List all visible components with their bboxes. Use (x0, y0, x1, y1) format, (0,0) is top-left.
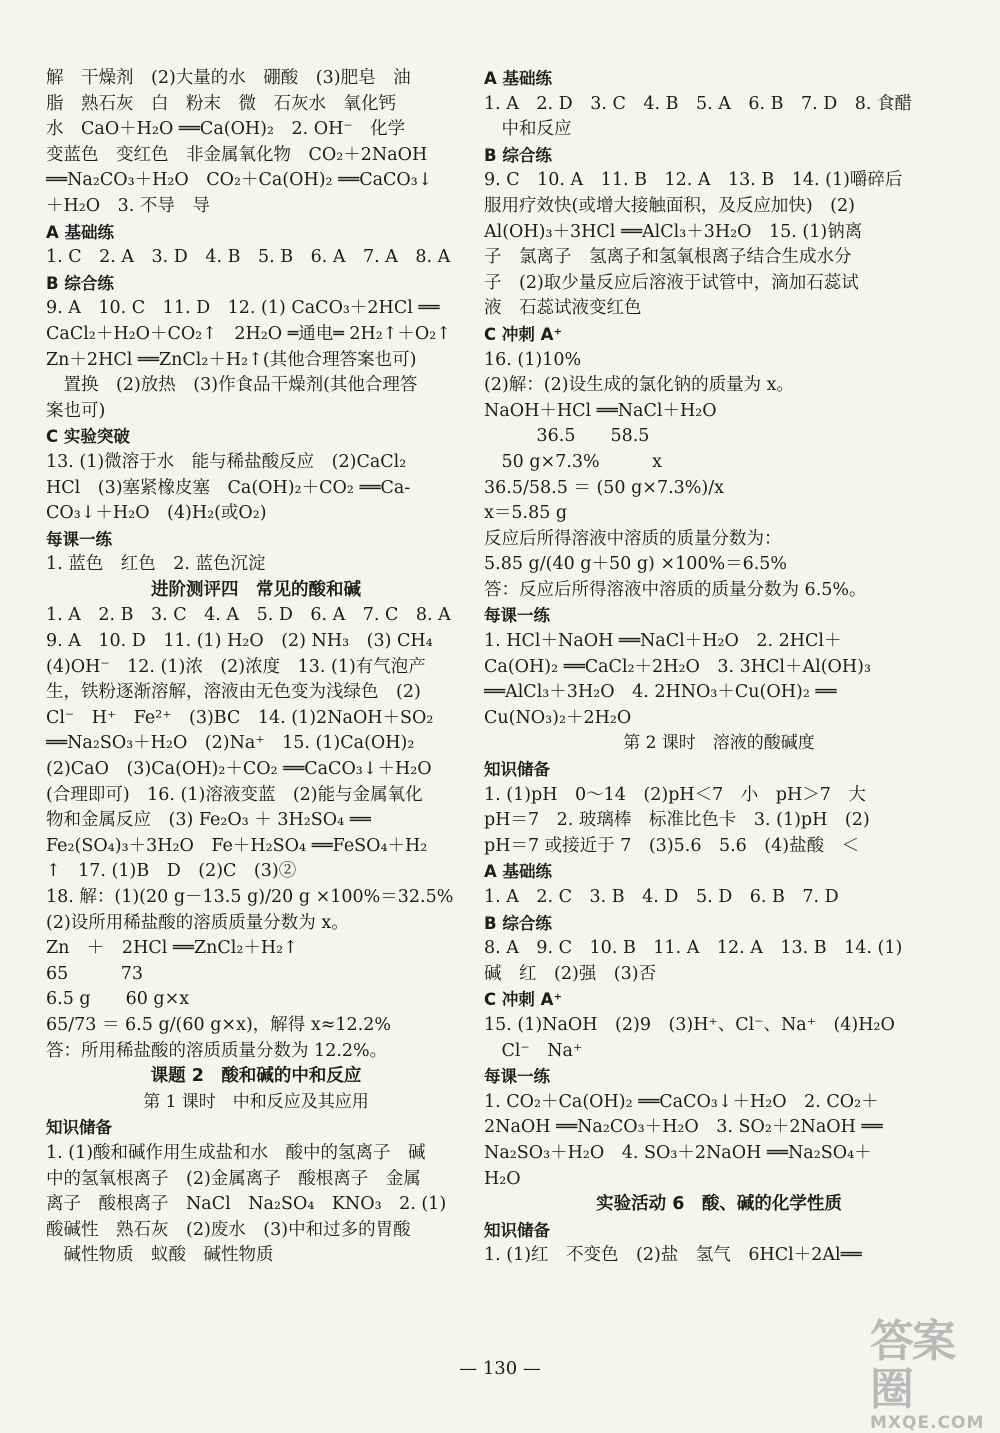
text-line: 答：所用稀盐酸的溶质质量分数为 12.2%。 (46, 1040, 388, 1061)
text-line: 脂 熟石灰 白 粉末 微 石灰水 氧化钙 (46, 93, 396, 114)
text-line: ＋H₂O 3. 不导 导 (46, 195, 210, 216)
text-line: 物和金属反应 (3) Fe₂O₃ ＋ 3H₂SO₄ ══ (46, 810, 371, 831)
text-line: 1. (1)酸和碱作用生成盐和水 酸中的氢离子 碱 (46, 1142, 426, 1163)
section-heading: B 综合练 (484, 145, 552, 165)
text-line: 子 (2)取少量反应后溶液于试管中，滴加石蕊试 (484, 272, 859, 293)
text-line: ══Na₂CO₃＋H₂O CO₂＋Ca(OH)₂ ══CaCO₃↓ (46, 170, 433, 191)
section-title: 实验活动 6 酸、碱的化学性质 (596, 1194, 842, 1215)
watermark-domain: MXQE.COM (870, 1413, 985, 1433)
text-line: 1. (1)pH 0～14 (2)pH＜7 小 pH＞7 大 (484, 784, 866, 805)
text-line: Cl⁻ Na⁺ (484, 1040, 583, 1061)
text-line: 1. 蓝色 红色 2. 蓝色沉淀 (46, 554, 266, 575)
section-heading: C 冲刺 A⁺ (484, 990, 563, 1010)
text-line: 解 干燥剂 (2)大量的水 硼酸 (3)肥皂 油 (46, 68, 411, 88)
left-column (46, 66, 466, 1269)
text-line: Ca(OH)₂ ══CaCl₂＋2H₂O 3. 3HCl＋Al(OH)₃ (484, 656, 871, 677)
text-line: 13. (1)微溶于水 能与稀盐酸反应 (2)CaCl₂ (46, 451, 407, 472)
text-line: 答：反应后所得溶液中溶质的质量分数为 6.5%。 (484, 579, 867, 600)
section-heading: A 基础练 (484, 69, 553, 88)
text-line: 36.5 58.5 (484, 426, 650, 447)
text-line: Na₂SO₃＋H₂O 4. SO₃＋2NaOH ══Na₂SO₄＋ (484, 1142, 872, 1163)
section-heading: 每课一练 (46, 529, 112, 549)
text-line: H₂O (484, 1168, 521, 1189)
text-line: 1. C 2. A 3. D 4. B 5. B 6. A 7. A 8. A (46, 247, 451, 268)
text-line: 50 g×7.3% x (484, 451, 663, 472)
text-line: 36.5/58.5 ＝ (50 g×7.3%)/x (484, 477, 725, 498)
text-line: 1. A 2. B 3. C 4. A 5. D 6. A 7. C 8. A (46, 605, 451, 626)
text-line: (2)CaO (3)Ca(OH)₂＋CO₂ ══CaCO₃↓＋H₂O (46, 759, 432, 780)
text-line: 18. 解：(1)(20 g－13.5 g)/20 g ×100%＝32.5% (46, 887, 454, 907)
text-line: 子 氯离子 氢离子和氢氧根离子结合生成水分 (484, 247, 852, 268)
text-line: 1. HCl＋NaOH ══NaCl＋H₂O 2. 2HCl＋ (484, 631, 842, 652)
text-line: 水 CaO＋H₂O ══Ca(OH)₂ 2. OH⁻ 化学 (46, 119, 406, 140)
text-line: Fe₂(SO₄)₃＋3H₂O Fe＋H₂SO₄ ══FeSO₄＋H₂ (46, 835, 428, 856)
text-line: pH＝7 或接近于 7 (3)5.6 5.6 (4)盐酸 ＜ (484, 835, 860, 856)
right-column (484, 66, 954, 1269)
text-line: (4)OH⁻ 12. (1)浓 (2)浓度 13. (1)有气泡产 (46, 656, 426, 677)
text-line: x＝5.85 g (484, 503, 568, 524)
text-line: 9. C 10. A 11. B 12. A 13. B 14. (1)嚼碎后 (484, 170, 903, 191)
text-line: 65 73 (46, 963, 144, 984)
text-line: NaOH＋HCl ══NaCl＋H₂O (484, 400, 717, 421)
text-line: 生，铁粉逐渐溶解，溶液由无色变为浅绿色 (2) (46, 682, 421, 703)
text-line: 9. A 10. D 11. (1) H₂O (2) NH₃ (3) CH₄ (46, 631, 433, 652)
text-line: CO₃↓＋H₂O (4)H₂(或O₂) (46, 503, 267, 524)
watermark-logo-text: 答案圈 (870, 1316, 954, 1415)
text-line: 1. A 2. D 3. C 4. B 5. A 6. B 7. D 8. 食醋 (484, 93, 913, 114)
text-line: 2NaOH ══Na₂CO₃＋H₂O 3. SO₂＋2NaOH ══ (484, 1117, 883, 1138)
section-heading: 知识储备 (46, 1118, 112, 1138)
text-line: 6.5 g 60 g×x (46, 989, 190, 1010)
text-line: 中和反应 (484, 119, 572, 140)
text-line: CaCl₂＋H₂O＋CO₂↑ 2H₂O ═通电═ 2H₂↑＋O₂↑ (46, 323, 451, 344)
section-heading: B 综合练 (484, 913, 552, 933)
page-number: — 130 — (459, 1358, 541, 1379)
section-title: 课题 2 酸和碱的中和反应 (150, 1066, 362, 1087)
section-title: 进阶测评四 常见的酸和碱 (151, 579, 361, 600)
text-line: pH＝7 2. 玻璃棒 标准比色卡 3. (1)pH (2) (484, 810, 870, 831)
text-line: 碱性物质 蚁酸 碱性物质 (46, 1245, 274, 1266)
text-line: 反应后所得溶液中溶质的质量分数为： (484, 528, 782, 549)
text-line: 9. A 10. C 11. D 12. (1) CaCO₃＋2HCl ══ (46, 298, 440, 319)
section-heading: A 基础练 (484, 862, 553, 882)
text-line: 离子 酸根离子 NaCl Na₂SO₄ KNO₃ 2. (1) (46, 1194, 447, 1215)
text-line: 15. (1)NaOH (2)9 (3)H⁺、Cl⁻、Na⁺ (4)H₂O (484, 1014, 895, 1035)
text-line: 5.85 g/(40 g＋50 g) ×100%＝6.5% (484, 554, 788, 575)
watermark-logo (870, 1316, 990, 1433)
lesson-subtitle: 第 2 课时 溶液的酸碱度 (623, 733, 815, 754)
text-line: Cl⁻ H⁺ Fe²⁺ (3)BC 14. (1)2NaOH＋SO₂ (46, 707, 434, 728)
text-line: ↑ 17. (1)B D (2)C (3)② (46, 861, 297, 882)
text-line: (合理即可) 16. (1)溶液变蓝 (2)能与金属氧化 (46, 784, 423, 805)
lesson-subtitle: 第 1 课时 中和反应及其应用 (143, 1091, 369, 1112)
section-heading: 知识储备 (484, 1220, 550, 1240)
section-heading: 知识储备 (484, 760, 550, 780)
text-line: 中的氢氧根离子 (2)金属离子 酸根离子 金属 (46, 1168, 421, 1189)
text-line: 酸碱性 熟石灰 (2)废水 (3)中和过多的胃酸 (46, 1219, 411, 1240)
section-heading: A 基础练 (46, 222, 115, 242)
text-line: ══Na₂SO₃＋H₂O (2)Na⁺ 15. (1)Ca(OH)₂ (46, 733, 415, 754)
text-line: Al(OH)₃＋3HCl ══AlCl₃＋3H₂O 15. (1)钠离 (484, 221, 863, 242)
text-line: HCl (3)塞紧橡皮塞 Ca(OH)₂＋CO₂ ══Ca- (46, 477, 411, 498)
section-heading: C 实验突破 (46, 427, 130, 447)
text-line: ══AlCl₃＋3H₂O 4. 2HNO₃＋Cu(OH)₂ ══ (484, 682, 837, 703)
section-heading: B 综合练 (46, 273, 114, 293)
text-line: 1. A 2. C 3. B 4. D 5. D 6. B 7. D (484, 887, 839, 907)
text-line: 服用疗效快(或增大接触面积，及反应加快) (2) (484, 195, 855, 216)
section-heading: C 冲刺 A⁺ (484, 324, 563, 344)
text-line: 16. (1)10% (484, 349, 582, 370)
text-line: 1. (1)红 不变色 (2)盐 氢气 6HCl＋2Al══ (484, 1245, 862, 1266)
section-heading: 每课一练 (484, 1067, 550, 1087)
text-line: Zn ＋ 2HCl ══ZnCl₂＋H₂↑ (46, 938, 298, 959)
text-line: (2)解：(2)设生成的氯化钠的质量为 x。 (484, 375, 795, 396)
text-line: 变蓝色 变红色 非金属氧化物 CO₂＋2NaOH (46, 144, 428, 165)
text-line: 液 石蕊试液变红色 (484, 298, 642, 319)
text-line: 1. CO₂＋Ca(OH)₂ ══CaCO₃↓＋H₂O 2. CO₂＋ (484, 1091, 879, 1112)
text-line: Cu(NO₃)₂＋2H₂O (484, 707, 632, 728)
text-line: 碱 红 (2)强 (3)否 (484, 963, 657, 984)
text-line: 8. A 9. C 10. B 11. A 12. A 13. B 14. (1) (484, 938, 903, 959)
section-heading: 每课一练 (484, 606, 550, 626)
text-line: 65/73 ＝ 6.5 g/(60 g×x)，解得 x≈12.2% (46, 1014, 391, 1035)
text-line: Zn＋2HCl ══ZnCl₂＋H₂↑(其他合理答案也可) (46, 349, 417, 370)
text-line: 置换 (2)放热 (3)作食品干燥剂(其他合理答 (46, 375, 418, 396)
text-line: 案也可) (46, 400, 106, 421)
text-line: (2)设所用稀盐酸的溶质质量分数为 x。 (46, 912, 349, 933)
